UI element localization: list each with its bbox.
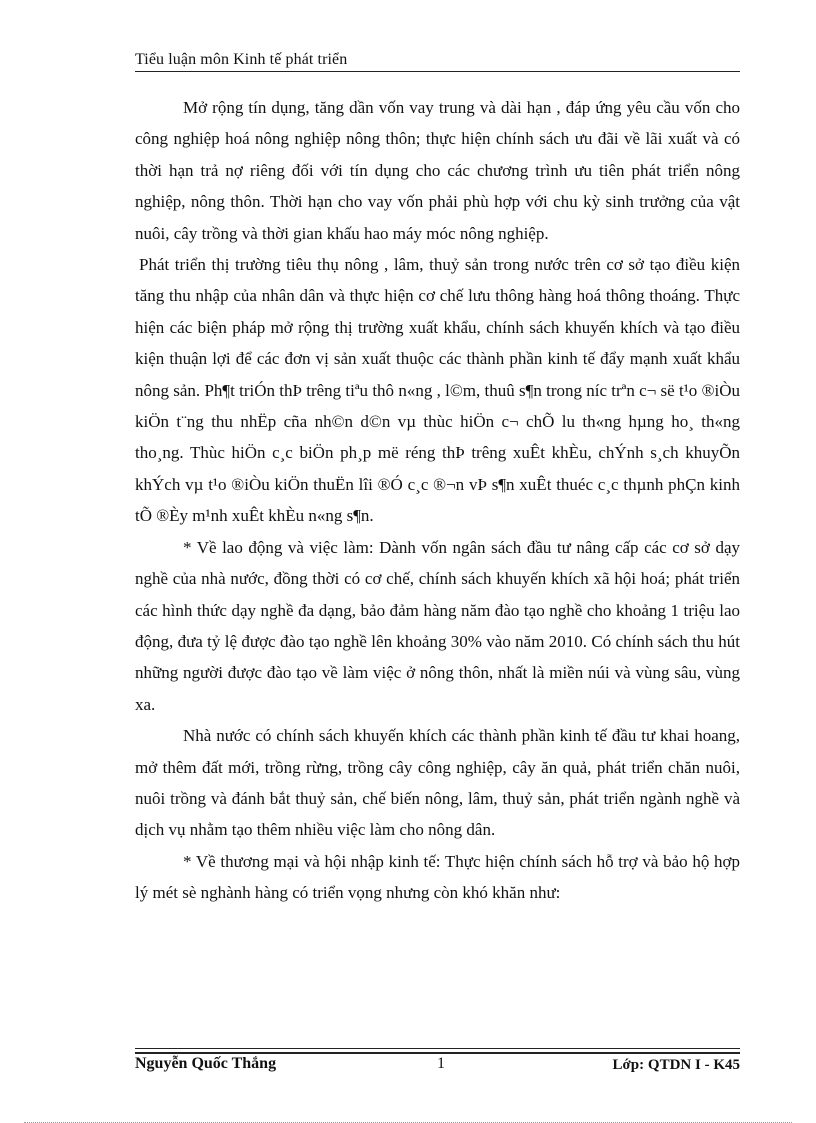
paragraph-trade: * Về thương mại và hội nhập kinh tế: Thực hiện chính sách hỗ trợ và bảo hộ hợp lý mét sè nghành hàng có triển vọng nhưng còn khó khăn như:: [135, 851, 740, 903]
paragraph-market: Phát triển thị trường tiêu thụ nông , lâm, thuỷ sản trong nước trên cơ sở tạo điều kiện tăng thu nhập của nhân dân và thực hiện cơ chế lưu thông hàng hoá thông thoáng. Thực hiện các biện pháp mở rộng thị trường xuất khẩu, chính sách khuyến khích và tạo điều kiện thuận lợi để các đơn vị sản xuất thuộc các thành phần kinh tế đẩy mạnh xuất khẩu nông sản. Ph¶t triÓn thÞ trêng tiªu thô n«ng , l©m, thuû s¶n trong níc trªn c¬ së t¹o ®iÒu kiÖn t¨ng thu nhËp cña nh©n d©n vµ thùc hiÖn c¬ chÕ lu th«ng hµng ho¸ th«ng tho¸ng. Thùc hiÖn c¸c biÖn ph¸p më réng thÞ trêng xuÊt khÈu, chÝnh s¸ch khuyÕn khÝch vµ t¹o ®iÒu kiÖn thuËn lîi ®Ó c¸c ®¬n vÞ s¶n xuÊt thuéc c¸c thµnh phÇn kinh tÕ ®Èy m¹nh xuÊt khÈu n«ng s¶n.: [135, 255, 740, 526]
footer-class-label: Lớp: QTDN I - K45: [612, 1057, 740, 1073]
page-number: 1: [437, 1055, 445, 1072]
paragraph-labor: * Về lao động và việc làm: Dành vốn ngân sách đầu tư nâng cấp các cơ sở dạy nghề của nhà nước, đồng thời có cơ chế, chính sách khuyến khích xã hội hoá; phát triển các hình thức dạy nghề đa dạng, bảo đảm hàng năm đào tạo nghề cho khoảng 1 triệu lao động, đưa tỷ lệ được đào tạo nghề lên khoảng 30% vào năm 2010. Có chính sách thu hút những người được đào tạo về làm việc ở nông thôn, nhất là miền núi và vùng sâu, vùng xa.: [135, 537, 740, 714]
page-header: [135, 49, 740, 73]
footer-rule-thick: [135, 1052, 740, 1054]
page-footer: [135, 1055, 740, 1077]
footer-author: Nguyễn Quốc Thắng: [135, 1055, 277, 1072]
paragraph-state-policy: Nhà nước có chính sách khuyến khích các thành phần kinh tế đầu tư khai hoang, mở thêm đất mới, trồng rừng, trồng cây công nghiệp, cây ăn quả, phát triển chăn nuôi, nuôi trồng và đánh bắt thuỷ sản, chế biến nông, lâm, thuỷ sản, phát triển ngành nghề và dịch vụ nhằm tạo thêm nhiều việc làm cho nông dân.: [135, 726, 740, 840]
document-body: [135, 92, 740, 909]
footer-rule-thin: [135, 1048, 740, 1049]
header-title: Tiểu luận môn Kinh tế phát triển: [135, 51, 348, 68]
header-rule: [135, 71, 740, 72]
paragraph-credit: Mở rộng tín dụng, tăng dần vốn vay trung và dài hạn , đáp ứng yêu cầu vốn cho công nghiệp hoá nông nghiệp nông thôn; thực hiện chính sách ưu đãi về lãi xuất và có thời hạn trả nợ riêng đối với tín dụng cho các chương trình ưu tiên phát triển nông nghiệp, nông thôn. Thời hạn cho vay vốn phải phù hợp với chu kỳ sinh trưởng của vật nuôi, cây trồng và thời gian khấu hao máy móc nông nghiệp.: [135, 98, 740, 243]
